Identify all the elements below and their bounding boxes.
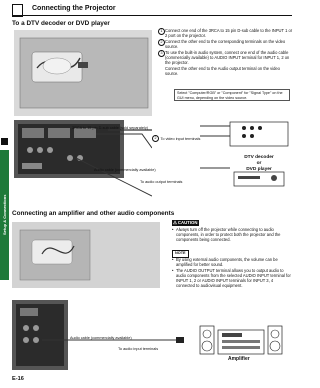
- caution-text: • Always turn off the projector while connecting to audio components, in order to protect both the projector and the components being connected.: [172, 227, 296, 242]
- projector-connection-illustration: [12, 28, 152, 220]
- section2-title: Connecting an amplifier and other audio components: [12, 210, 175, 217]
- amplifier-label: Amplifier: [228, 356, 250, 362]
- page-number: E-16: [12, 376, 24, 382]
- sidebar-label: Setup & Connections: [2, 194, 7, 236]
- step-1: 1 Connect one end of the 3RCA to 15 pin D-sub cable to the INPUT 1 or 2 port on the projector.: [158, 28, 294, 38]
- header-divider: [12, 15, 292, 16]
- note-list: [172, 257, 292, 288]
- step-2: 2 Connect the other end to the corresponding terminals on the video source.: [158, 39, 294, 49]
- dvd-player-illustration: [200, 118, 292, 188]
- list-item: • By using external audio components, the volume can be amplified for better sound.: [172, 257, 292, 267]
- step-3-continued: Connect the other end to the Audio output terminal on the video source.: [165, 65, 280, 76]
- step-3: 3 To use the built-in audio system, connect one end of the audio cable (commercially available) to AUDIO INPUT terminal for INPUT 1, 2 on the projector.: [158, 50, 294, 66]
- audio-output-label: To audio output terminals: [140, 180, 183, 184]
- amplifier-illustration: [160, 320, 296, 356]
- list-item: • The AUDIO OUTPUT terminal allows you to output audio to audio components from the selected AUDIO INPUT terminal for INPUT 1, 2 or AUDIO INPUT terminals for INPUT 3, 4 connected to audiovisual equipment.: [172, 268, 292, 288]
- audio-cable-label-2: Audio cable (commercially available): [70, 336, 132, 340]
- amplifier-connection-illustration: [12, 218, 162, 378]
- cable-label: 3RCA to 15 pin D-sub cable (sold separately): [72, 126, 148, 130]
- warning-icon: ⚠: [173, 220, 177, 225]
- caution-badge: ⚠ CAUTION: [173, 220, 198, 225]
- video-input-label: 2 To video input terminals: [152, 135, 200, 142]
- sidebar-square-icon: [1, 138, 8, 145]
- signal-type-note: Select "Computer/RGB" or "Component" for "Signal Type" on the GUI menu, depending on the video source.: [174, 89, 290, 101]
- audio-cable-label: Audio cable (commercially available): [94, 168, 156, 172]
- section1-title: To a DTV decoder or DVD player: [12, 20, 110, 27]
- page-title: Connecting the Projector: [32, 5, 116, 12]
- note-badge: NOTE: [172, 250, 189, 258]
- dvd-player-label: DTV decoder or DVD player: [244, 155, 274, 172]
- instruction-steps: [158, 28, 294, 76]
- audio-input-label: To audio input terminals: [118, 347, 159, 351]
